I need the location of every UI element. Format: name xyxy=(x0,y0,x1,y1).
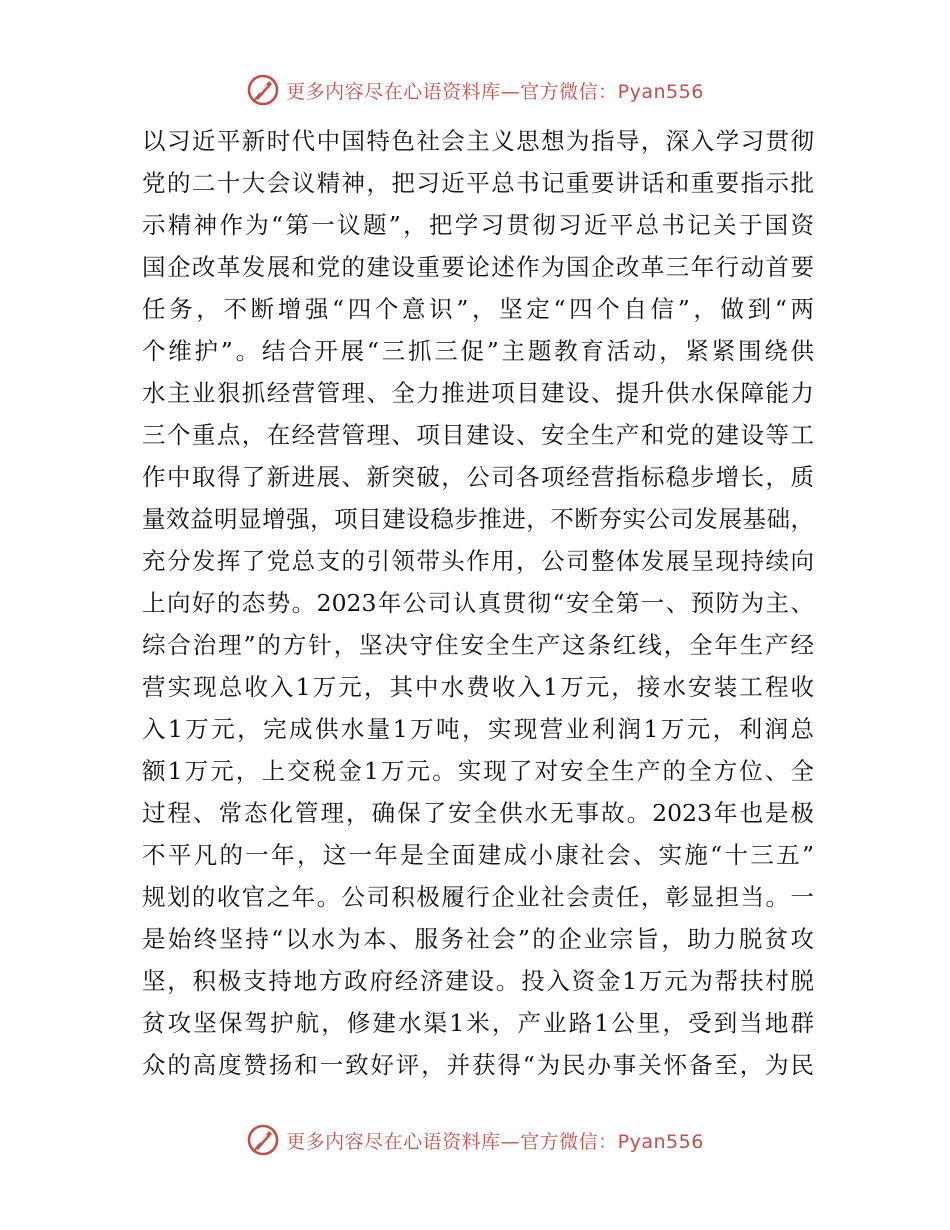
text-line: 上向好的态势。2023年公司认真贯彻“安全第一、预防为主、 xyxy=(142,589,814,617)
text-line: 个维护”。结合开展“三抓三促”主题教育活动，紧紧围绕供 xyxy=(142,337,814,365)
text-line: 党的二十大会议精神，把习近平总书记重要讲话和重要指示批 xyxy=(142,169,814,197)
text-line: 任务，不断增强“四个意识”，坚定“四个自信”，做到“两 xyxy=(142,295,814,323)
watermark-footer xyxy=(0,1120,950,1160)
text-line: 三个重点，在经营管理、项目建设、安全生产和党的建设等工 xyxy=(142,421,814,449)
text-line: 规划的收官之年。公司积极履行企业社会责任，彰显担当。一 xyxy=(142,883,814,911)
text-line: 示精神作为“第一议题”，把学习贯彻习近平总书记关于国资 xyxy=(142,211,814,239)
text-line: 众的高度赞扬和一致好评，并获得“为民办事关怀备至，为民 xyxy=(142,1051,814,1079)
text-line: 量效益明显增强，项目建设稳步推进，不断夯实公司发展基础， xyxy=(142,505,814,533)
quill-pen-logo-icon xyxy=(246,1123,280,1157)
text-line: 作中取得了新进展、新突破，公司各项经营指标稳步增长，质 xyxy=(142,463,814,491)
document-body xyxy=(142,120,814,1086)
text-line: 是始终坚持“以水为本、服务社会”的企业宗旨，助力脱贫攻 xyxy=(142,925,814,953)
text-line: 过程、常态化管理，确保了安全供水无事故。2023年也是极 xyxy=(142,799,814,827)
text-line: 入1万元，完成供水量1万吨，实现营业利润1万元，利润总 xyxy=(142,715,814,743)
text-line: 额1万元，上交税金1万元。实现了对安全生产的全方位、全 xyxy=(142,757,814,785)
watermark-text: 更多内容尽在心语资料库—官方微信：Pyan556 xyxy=(286,1130,704,1153)
text-line: 贫攻坚保驾护航，修建水渠1米，产业路1公里，受到当地群 xyxy=(142,1009,814,1037)
text-line: 充分发挥了党总支的引领带头作用，公司整体发展呈现持续向 xyxy=(142,547,814,575)
watermark-text: 更多内容尽在心语资料库—官方微信：Pyan556 xyxy=(286,80,704,103)
text-line: 综合治理”的方针，坚决守住安全生产这条红线，全年生产经 xyxy=(142,631,814,659)
quill-pen-logo-icon xyxy=(246,73,280,107)
text-line: 坚，积极支持地方政府经济建设。投入资金1万元为帮扶村脱 xyxy=(142,967,814,995)
text-line: 国企改革发展和党的建设重要论述作为国企改革三年行动首要 xyxy=(142,253,814,281)
text-line: 水主业狠抓经营管理、全力推进项目建设、提升供水保障能力 xyxy=(142,379,814,407)
text-line: 不平凡的一年，这一年是全面建成小康社会、实施“十三五” xyxy=(142,841,814,869)
text-line: 以习近平新时代中国特色社会主义思想为指导，深入学习贯彻 xyxy=(142,127,814,155)
text-line: 营实现总收入1万元，其中水费收入1万元，接水安装工程收 xyxy=(142,673,814,701)
watermark-header xyxy=(0,70,950,110)
